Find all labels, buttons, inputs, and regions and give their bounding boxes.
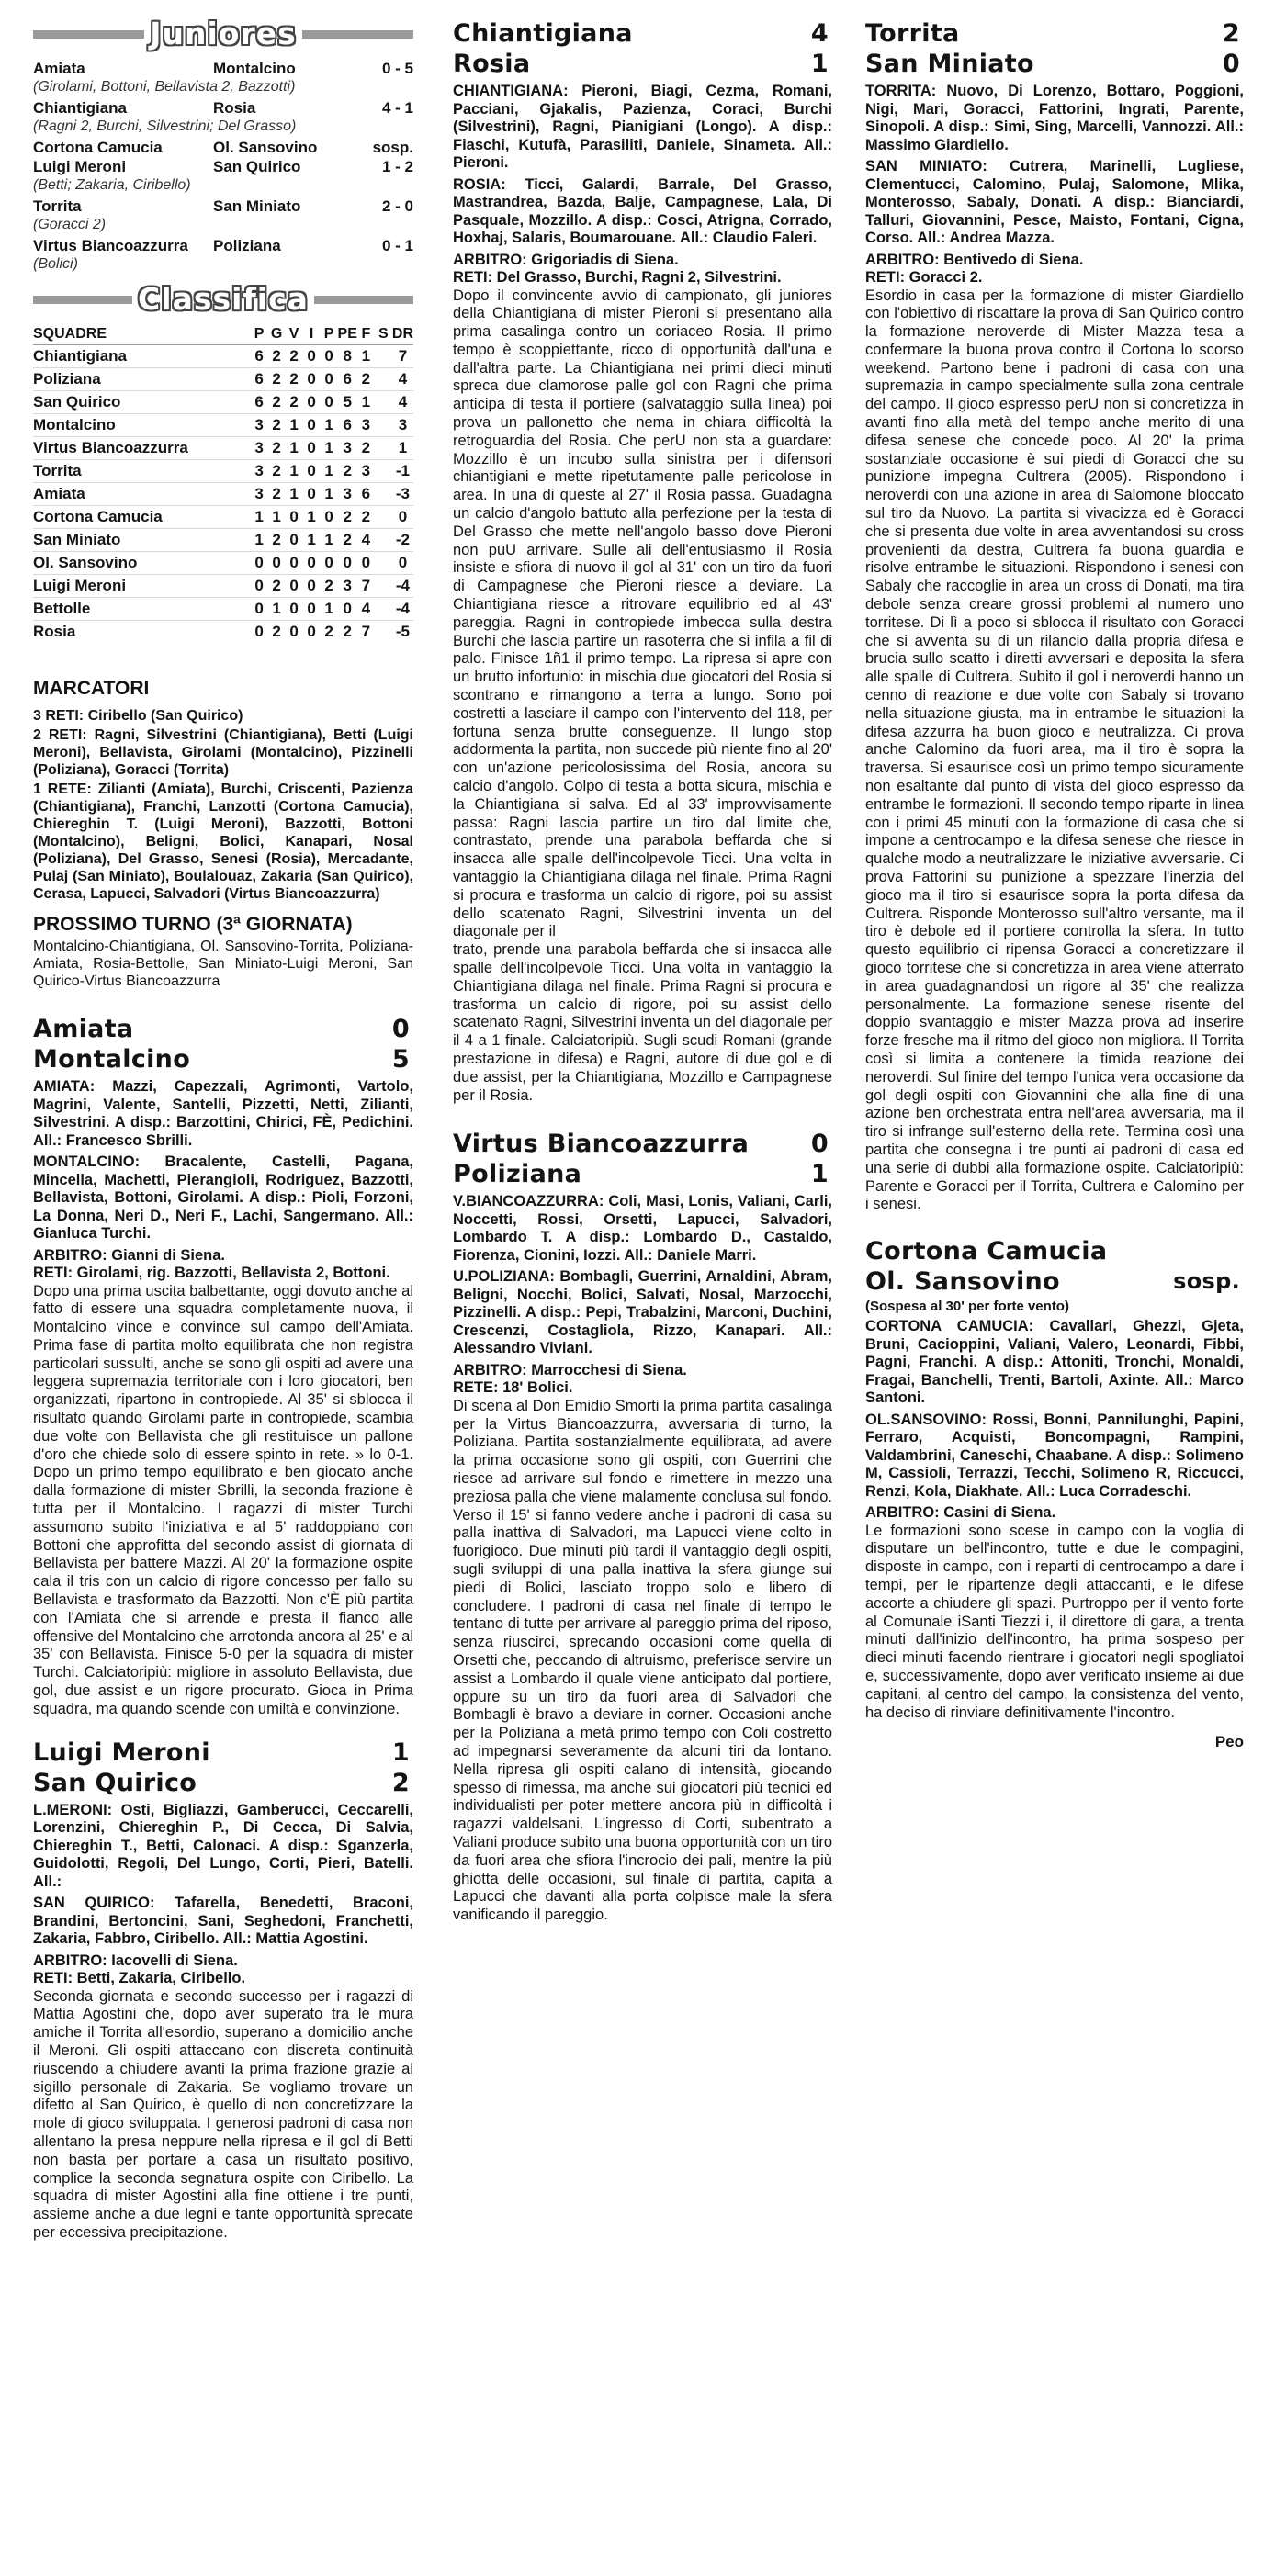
standings-cell-spacer [375,506,392,529]
team-name: Chiantigiana [33,345,251,368]
standings-col-header: S [375,324,392,345]
standings-cell: 3 [357,414,375,437]
article-text: Seconda giornata e secondo successo per i ragazzi di Mattia Agostini che, dopo aver superato tra le mura amiche il Torrita all'esordio, superano a domicilio anche il Meroni. Gli ospiti attaccano con discreta continuità riuscendo a chiudere avanti la prima frazione grazie al sigillo personale di Zakaria. Se vogliamo trovare un difetto al San Quirico, è quello di non concretizzare la mole di gioco sviluppata. I generosi padroni di casa non allentano la presa neppure nella ripresa e il gol di Betti non basta per portare a casa un risultato positivo, complice la seconda segnatura ospite con Ciribello. La squadra di mister Agostini alla fine ottiene i tre punti, assieme anche a due legni e tante opportunità sprecate per eccessiva precipitazione. [33,1987,413,2241]
lineup-away: SAN MINIATO: Cutrera, Marinelli, Lugliese, Clementucci, Calomino, Pulaj, Salomone, Mlika, Monterosso, Sabaly, Donati. A disp.: Bianciardi, Talluri, Giovannini, Pesce, Maisto, Fontani, Cigna, Corso. All.: Andrea Mazza. [865,158,1244,246]
standings-cell: 1 [251,529,268,552]
home-team: Cortona Camucia [33,139,163,156]
standings-col-header: I [303,324,321,345]
away-score: 1 [810,50,829,78]
team-name: Cortona Camucia [33,506,251,529]
standings-row [33,368,413,391]
standings-col-header: F [357,324,375,345]
column-right [865,18,1244,1751]
standings-cell: 4 [357,529,375,552]
score: 0 - 5 [381,60,413,77]
goals: RETI: Girolami, rig. Bazzotti, Bellavista 2, Bottoni. [33,1265,390,1281]
standings-col-header: SQUADRE [33,324,251,345]
standings-cell: 0 [303,391,321,414]
standings-cell: 1 [303,506,321,529]
standings-cell-spacer [375,391,392,414]
home-score: 4 [810,19,829,48]
home-score: 0 [810,1130,829,1159]
standings-cell: 3 [251,460,268,483]
match-cortona-sansovino [865,1236,1244,1751]
away-score: 1 [810,1160,829,1189]
standings-cell-spacer [375,437,392,460]
home-team: Torrita [33,197,82,215]
match-torrita-sanminiato [865,18,1244,1214]
away-team: San Miniato [865,50,1034,78]
goals: RETI: Del Grasso, Burchi, Ragni 2, Silvestrini. [453,269,782,286]
standings-cell: 0 [338,598,357,621]
result-row [33,98,413,118]
standings-cell: 0 [303,483,321,506]
standings-cell: 1 [286,483,303,506]
team-name: San Quirico [33,391,251,414]
standings-cell: 1 [321,529,338,552]
away-team: Poliziana [453,1160,582,1189]
referee: ARBITRO: Gianni di Siena. [33,1246,226,1264]
standings-cell-spacer [375,368,392,391]
standings-cell: 0 [303,460,321,483]
scorers-goals-count: 2 RETI: [33,727,87,743]
standings-cell: 0 [357,552,375,575]
scorers-names: Zilianti (Amiata), Burchi, Criscenti, Pazienza (Chiantigiana), Franchi, Lanzotti (Cortona Camucia), Chiereghin T. (Luigi Meroni), Bazzotti, Bottoni (Montalcino), Beligni, Bolici, Kanapari, Nosal (Poliziana), Del Grasso, Senesi (Rosia), Mercadante, Pulaj (San Miniato), Boulalouaz, Zakaria (San Quirico), Cerasa, Lapucci, Salvadori (Virtus Biancoazzurra) [33,782,414,902]
scorers-line [33,707,413,725]
away-score: 5 [391,1045,410,1074]
match-virtus-poliziana [453,1129,832,1925]
home-team: Cortona Camucia [865,1237,1108,1266]
standings-cell: 0 [251,598,268,621]
standings-cell: 1 [321,598,338,621]
column-left [33,0,413,2243]
standings-cell: 1 [268,506,286,529]
score: 2 - 0 [381,197,413,215]
lineup-home: CHIANTIGIANA: Pieroni, Biagi, Cezma, Romani, Pacciani, Gjakalis, Pazienza, Coraci, Burchi (Silvestrini), Ragni, Pianigiani (Longo). A disp.: Fiaschi, Kutufà, Parasiliti, Daniele, Sinameta. All.: Pieroni. [453,83,832,171]
author-signature: Peo [1214,1733,1244,1751]
scorers-line [33,726,413,779]
standings-cell: 6 [251,345,268,368]
standings-cell: 6 [251,368,268,391]
standings-cell: -5 [392,621,413,644]
standings-cell: 4 [392,368,413,391]
standings-cell: 4 [357,598,375,621]
away-team: Ol. Sansovino [213,139,318,156]
standings-cell: 1 [286,437,303,460]
prossimo-turno-text: Montalcino-Chiantigiana, Ol. Sansovino-Torrita, Poliziana-Amiata, Rosia-Bettolle, San Miniato-Luigi Meroni, San Quirico-Virtus Biancoazzurra [33,939,413,989]
standings-cell: 3 [338,437,357,460]
standings-cell: 0 [303,621,321,644]
match-status: sosp. [1173,1268,1240,1295]
standings-cell: 0 [286,506,303,529]
score: sosp. [372,139,413,156]
team-name: Luigi Meroni [33,575,251,598]
standings-cell: 0 [321,391,338,414]
standings-cell: 3 [251,437,268,460]
standings-cell: 2 [268,414,286,437]
standings-col-header: G [268,324,286,345]
result-scorers: (Goracci 2) [33,217,107,232]
lineup-home: CORTONA CAMUCIA: Cavallari, Ghezzi, Gjeta, Bruni, Cacioppini, Valiani, Valero, Leonardi, Fibbi, Pagni, Franchi. A disp.: Attoniti, Tronchi, Monaldi, Fragai, Banchelli, Trenti, Bartoli, Axinte. All.: Marco Santoni. [865,1318,1244,1407]
standings-cell: 1 [357,345,375,368]
home-team: Luigi Meroni [33,1738,210,1767]
goals: RETE: 18' Bolici. [453,1379,573,1397]
standings-cell-spacer [375,460,392,483]
standings-cell: 0 [321,345,338,368]
standings-row [33,414,413,437]
standings-cell: 0 [321,552,338,575]
standings-cell: -1 [392,460,413,483]
standings-cell: 3 [251,414,268,437]
standings-cell: 2 [338,506,357,529]
marcatori-title: MARCATORI [33,678,150,699]
match-meroni-sanquirico [33,1738,413,2243]
standings-cell-spacer [375,621,392,644]
standings-cell: 0 [392,506,413,529]
article-text: Di scena al Don Emidio Smorti la prima partita casalinga per la Virtus Biancoazzurra, avversaria di turno, la Poliziana. Partita sostanzialmente equilibrata, ad avere la prima occasione sono gli ospiti, con Guerrini che riesce ad arrivare sul fondo e rimettere in mezzo una preziosa palla che viene malamente conclusa sul fondo. Verso il 15' si fanno vedere anche i padroni di casa su palla inattiva di Salvadori, ma Lapucci viene colto in fuorigioco. Due minuti più tardi il vantaggio degli ospiti, sugli sviluppi di una palla inattiva la sfera giunge sui piedi di Bolici, lasciato troppo solo e libero di concludere. I padroni di casa nel finale di tempo le tentano di tutte per arrivare al pareggio prima del riposo, senza riuscirci, sprecando occasioni come quella di Orsetti che, peccando di altruismo, preferisce servire un assist a Lombardo il quale viene anticipato dal portiere, oppure su un tiro da fuori area di Salvadori che Bombagli è bravo a deviare in corner. Occasioni anche per la Poliziana a metà primo tempo con Coli costretto ad impegnarsi severamente da alcuni tiri da lontano. Nella ripresa gli ospiti calano di intensità, giocando spesso di rimessa, ma anche sui giocatori più tecnici ed individualisti per poter mettere ancora più in difficoltà i ragazzi valdelsani. L'ingresso di Corti, subentrato a Valiani produce subito una buona opportunità con un tiro da fuori area che sfiora l'incrocio dei pali, mentre la più ghiotta delle occasioni, sul finale di partita, capita a Lapucci che davanti alla porta colpisce male la sfera vanificando il pareggio. [453,1397,832,1924]
standings-cell: 3 [338,575,357,598]
classifica-header [33,281,413,317]
standings-cell: 2 [357,368,375,391]
result-row [33,59,413,78]
standings-cell: 0 [251,621,268,644]
standings-cell: 2 [286,391,303,414]
standings-cell: 0 [392,552,413,575]
standings-cell: -2 [392,529,413,552]
standings-col-header: P [251,324,268,345]
team-name: Bettolle [33,598,251,621]
standings-cell: 2 [321,621,338,644]
home-team: Virtus Biancoazzurra [33,237,188,254]
standings-cell: 7 [392,345,413,368]
away-score: 2 [391,1768,410,1797]
score: 0 - 1 [381,237,413,254]
home-team: Amiata [33,60,85,77]
standings-cell: 2 [357,506,375,529]
away-team: San Miniato [213,197,301,215]
standings-cell: 0 [251,575,268,598]
standings-row [33,437,413,460]
standings-cell: 2 [286,345,303,368]
standings-cell: 4 [392,391,413,414]
standings-cell: 3 [251,483,268,506]
standings-cell: 2 [268,345,286,368]
standings-cell: 1 [321,460,338,483]
result-scorers: (Girolami, Bottoni, Bellavista 2, Bazzotti) [33,79,296,95]
away-team: Rosia [213,99,256,117]
standings-cell: 0 [338,552,357,575]
referee: ARBITRO: Bentivedo di Siena. [865,251,1084,268]
standings-cell: -3 [392,483,413,506]
team-name: Montalcino [33,414,251,437]
standings-cell: 3 [392,414,413,437]
goals: RETI: Goracci 2. [865,269,983,286]
lineup-home: TORRITA: Nuovo, Di Lorenzo, Bottaro, Poggioni, Nigi, Mari, Goracci, Fattorini, Ingrati, Parente, Sinopoli. A disp.: Simi, Sing, Marcelli, Vannozzi. All.: Massimo Giardiello. [865,83,1244,153]
standings-cell: 2 [286,368,303,391]
home-score: 0 [391,1015,410,1043]
standings-cell-spacer [375,575,392,598]
away-score: 0 [1222,50,1240,78]
standings-row [33,345,413,368]
standings-cell: 0 [303,552,321,575]
standings-cell: 6 [251,391,268,414]
lineup-home: V.BIANCOAZZURRA: Coli, Masi, Lonis, Valiani, Carli, Noccetti, Rossi, Orsetti, Lapucci, Salvadori, Lombardo T. A disp.: Lombardo D., Castaldo, Fiorenza, Cionini, Iozzi. All.: Daniele Marri. [453,1193,832,1264]
referee: ARBITRO: Casini di Siena. [865,1504,1056,1522]
team-name: Torrita [33,460,251,483]
standings-cell: 1 [251,506,268,529]
standings-cell: 0 [321,368,338,391]
standings-cell: 1 [321,483,338,506]
away-team: Ol. Sansovino [865,1267,1060,1297]
standings-cell: 1 [321,414,338,437]
standings-row [33,506,413,529]
lineup-away: OL.SANSOVINO: Rossi, Bonni, Pannilunghi, Papini, Ferraro, Acquisti, Boncompagni, Rampini, Valdambrini, Caneschi, Chaabane. A disp.: Solimeno M, Cassioli, Terrazzi, Tecchi, Solimeno R, Riccucci, Renzi, Kola, Diakhate. All.: Luca Corradeschi. [865,1411,1244,1500]
home-team: Chiantigiana [453,19,633,48]
standings-cell: 2 [321,575,338,598]
standings-cell-spacer [375,552,392,575]
scorers-names: Ragni, Silvestrini (Chiantigiana), Betti (Luigi Meroni), Bellavista, Girolami (Montalcino), Pizzinelli (Poliziana), Goracci (Torrita) [33,727,414,778]
score: 1 - 2 [381,158,413,175]
standings-cell: 1 [268,598,286,621]
standings-cell: 0 [303,345,321,368]
standings-cell: 8 [338,345,357,368]
standings-cell: 3 [338,483,357,506]
standings-cell-spacer [375,345,392,368]
juniores-title: Juniores [144,16,302,51]
standings-cell: 0 [268,552,286,575]
standings-cell: 0 [303,598,321,621]
result-row [33,236,413,255]
standings-cell: 2 [338,529,357,552]
team-name: Virtus Biancoazzurra [33,437,251,460]
standings-row [33,391,413,414]
standings-cell: 0 [286,529,303,552]
match-chiantigiana-rosia [453,18,832,1105]
marcatori-list [33,707,413,903]
standings-cell: 0 [303,437,321,460]
standings-cell-spacer [375,529,392,552]
standings-cell: 2 [268,621,286,644]
scorers-goals-count: 3 RETI: [33,708,85,724]
referee: ARBITRO: Iacovelli di Siena. [33,1952,238,1969]
away-team: San Quirico [213,158,301,175]
standings-cell: 1 [392,437,413,460]
referee: ARBITRO: Marrocchesi di Siena. [453,1361,687,1378]
home-team: Amiata [33,1015,134,1043]
goals: RETI: Betti, Zakaria, Ciribello. [33,1970,246,1987]
standings-cell: 2 [268,460,286,483]
result-scorers: (Ragni 2, Burchi, Silvestrini; Del Grasso) [33,118,297,134]
away-team: Rosia [453,50,531,78]
standings-cell: 5 [338,391,357,414]
standings-cell: 2 [268,575,286,598]
team-name: Poliziana [33,368,251,391]
standings-cell: -4 [392,598,413,621]
standings-cell: 6 [338,414,357,437]
lineup-away: U.POLIZIANA: Bombagli, Guerrini, Arnaldini, Abram, Beligni, Nocchi, Bolici, Salvati, Nosal, Marzocchi, Pizzinelli. A disp.: Pepi, Trabalzini, Marconi, Duchini, Crescenzi, Costagliola, Rizzo, Kanapari. All.: Alessandro Viviani. [453,1268,832,1357]
score: 4 - 1 [381,99,413,117]
standings-cell: 6 [338,368,357,391]
standings-cell: 7 [357,621,375,644]
standings-cell: 0 [251,552,268,575]
team-name: Amiata [33,483,251,506]
standings-cell: 2 [268,368,286,391]
juniores-header [33,18,413,50]
standings-cell-spacer [375,414,392,437]
standings-cell: 2 [357,437,375,460]
results-list [33,59,413,273]
standings-cell: 1 [321,437,338,460]
standings-row [33,552,413,575]
standings-row [33,529,413,552]
standings-cell: 2 [268,483,286,506]
standings-cell-spacer [375,483,392,506]
result-scorers: (Bolici) [33,256,78,272]
standings-cell: 2 [338,621,357,644]
home-score: 2 [1222,19,1240,48]
home-team: Chiantigiana [33,99,128,117]
standings-header-row [33,324,413,345]
standings-cell: 0 [303,414,321,437]
away-team: Montalcino [33,1045,191,1074]
standings-cell: 1 [357,391,375,414]
lineup-away: MONTALCINO: Bracalente, Castelli, Pagana, Mincella, Machetti, Pierangioli, Rodriguez, Bazzotti, Bellavista, Bottoni, Girolami. A disp.: Pioli, Forzoni, La Donna, Neri D., Neri F., Lachi, Sangermano. All.: Gianluca Turchi. [33,1153,413,1242]
home-team: Virtus Biancoazzurra [453,1130,750,1159]
away-team: Montalcino [213,60,296,77]
lineup-home: L.MERONI: Osti, Bigliazzi, Gamberucci, Ceccarelli, Lorenzini, Chiereghin P., Di Cecca, Di Salvia, Chiereghin T., Betti, Calonaci. A disp.: Sganzerla, Guidolotti, Regoli, Del Lungo, Corti, Pieri, Batelli. All.: [33,1801,413,1890]
standings-cell: 2 [268,391,286,414]
standings-cell: 0 [303,575,321,598]
standings-col-header: P [321,324,338,345]
standings-cell: 7 [357,575,375,598]
lineup-away: SAN QUIRICO: Tafarella, Benedetti, Braconi, Brandini, Bertoncini, Sani, Seghedoni, Franchetti, Zakaria, Fabbro, Ciribello. All.: Mattia Agostini. [33,1895,413,1948]
home-team: Torrita [865,19,960,48]
suspension-note: (Sospesa al 30' per forte vento) [865,1299,1069,1315]
result-scorers: (Betti; Zakaria, Ciribello) [33,177,191,193]
scorers-line [33,781,413,903]
away-team: San Quirico [33,1768,197,1797]
result-row [33,157,413,176]
article-text: Dopo il convincente avvio di campionato, gli juniores della Chiantigiana di mister Pieroni si presentano alla prima casalinga contro un coriaceo Rosia. Il primo tempo è scoppiettante, ricco di opportunità dall'una e dall'altra parte. La Chiantigiana nei primi dieci minuti spreca due clamorose palle gol con Ragni che prima anticipa di testa il portiere (salvataggio sulla linea) poi prova un pallonetto che nema in chiara difficoltà la retroguardia del Rosia. Che perU non sta a guardare: Mozzillo è un incubo sulla sinistra per i difensori chiantigiani e mette ripetutamente palle pericolose in area. In una di queste al 27' il Rosia passa. Guadagna un calcio d'angolo battuto alla perfezione per la testa di Del Grasso che mette nell'angolo basso dove Pieroni non puU arrivare. Sulle ali dell'entusiasmo il Rosia insiste e sfiora di nuovo il gol al 31' con un tiro da fuori di Campagnese che Pieroni riesce a deviare. La Chiantigiana riesce a ritrovare equilibrio ed al 43' pareggia. Ragni in contropiede imbecca sulla destra Burchi che lascia partire un rasoterra che si infila a fil di palo. Finisce 1ñ1 il primo tempo. La ripresa si apre con un brutto infortunio: in mischia due giocatori del Rosia si scontrano e rimangono a terra a lungo. Sono poi costretti a lasciare il campo con l'intervento del 118, per fortuna senza brutte conseguenze. Il lungo stop addormenta la partita, non succede più niente fino al 20' con un'azione pericolosissima del Rosia, ancora su calcio d'angolo. Colpo di testa a botta sicura, mischia e la Chiantigiana si salva. Ed al 33' improvvisamente passa: Ragni lascia partire un tiro dal limite che, contrastato, prende una parabola beffarda che si insacca alle spalle dell'incolpevole Ticci. Una volta in vantaggio la Chiantigiana dilaga nel finale. Prima Ragni si procura e trasforma un calcio di rigore, poi su assist dello scatenato Ragni, Silvestrini inventa un del diagonale per il [453,287,832,940]
match-amiata-montalcino [33,1014,413,1719]
standings-cell: 1 [286,460,303,483]
lineup-away: ROSIA: Ticci, Galardi, Barrale, Del Grasso, Mastrandrea, Bazda, Balje, Campagnese, Lala, Di Pasquale, Mozzillo. A disp.: Cosci, Atrigna, Corrado, Hoxhaj, Salaris, Boumarouane. All.: Claudio Faleri. [453,175,832,246]
article-text: Dopo una prima uscita balbettante, oggi dovuto anche al fatto di essere una squadra completamente nuova, il Montalcino vince e convince sul campo dell'Amiata. Prima fase di partita molto equilibrata che non registra particolari sussulti, anche se sono gli ospiti ad avere una leggera supremazia territoriale con i loro giocatori, ben organizzati, ripartono in contropiede. Al 35' si sblocca il risultato quando Girolami parte in contropiede, scambia due volte con Bellavista che gli restituisce un pallone d'oro che chiede solo di essere spinto in rete. » lo 0-1. Dopo un primo tempo equilibrato e ben giocato anche dalla formazione di mister Sbrilli, la seconda frazione è tutta per il Montalcino. I ragazzi di mister Turchi assumono subito l'iniziativa e al 5' raddoppiano con Bottoni che approfitta del secondo assist di giornata di Bellavista per battere Mazzi. Al 20' la formazione ospite cala il tris con un calcio di rigore concesso per fallo su Bellavista e trasformato da Bazzotti. Non c'È più partita con l'Amiata che si arrende e presta il fianco alle offensive del Montalcino che arrotonda ancora al 25' e al 35' con Bellavista. Finisce 5-0 per la squadra di mister Turchi. Calciatoripiù: migliore in assoluto Bellavista, due gol, due assist e un rigore procurato. Gioca in Prima squadra, ma quando scende con umiltà e convinzione. [33,1282,413,1717]
away-team: Poliziana [213,237,281,254]
scorers-names: Ciribello (San Quirico) [87,708,243,724]
standings-cell: -4 [392,575,413,598]
standings-cell: 0 [303,368,321,391]
standings-cell: 2 [268,437,286,460]
standings-col-header: DR [392,324,413,345]
standings-table [33,324,413,643]
standings-row [33,483,413,506]
team-name: Ol. Sansovino [33,552,251,575]
standings-cell: 0 [321,506,338,529]
lineup-home: AMIATA: Mazzi, Capezzali, Agrimonti, Vartolo, Magrini, Valente, Santelli, Pizzetti, Netti, Zilianti, Silvestrini. A disp.: Barzottini, Chirici, FÈ, Pedichini. All.: Francesco Sbrilli. [33,1078,413,1149]
standings-cell: 1 [286,414,303,437]
standings-cell: 2 [338,460,357,483]
home-team: Luigi Meroni [33,158,127,175]
team-name: San Miniato [33,529,251,552]
standings-row [33,598,413,621]
standings-cell: 1 [303,529,321,552]
article-text: Esordio in casa per la formazione di mister Giardiello con l'obiettivo di riscattare la prova di San Quirico contro la formazione neroverde di Mister Mazza tesa a confermare la buona prova contro il Cortona lo scorso weekend. Partono bene i padroni di casa con una supremazia in campo specialmente sulla zona centrale del campo. Il gioco espresso perU non si concretizza in avanti fino alla metà del tempo anche merito di una difesa senese che concede poco. Al 20' la prima sostanziale occasione è sui piedi di Goracci che su punizione impegna Cultrera (2005). Rispondono i neroverdi con una azione in area di Salomone bloccato sul tiro da Nuovo. La partita si vivacizza ed è Goracci che si presenta due volte in area avventandosi su cross provenienti da destra, Cultrera fa buona guardia e risolve entrambe le situazioni. Rispondono i senesi con Sabaly che raccoglie in area un cross di Donati, ma tira debole senza creare grossi problemi al numero uno torritese. Di lì a poco si sblocca il risultato con Goracci che si avventa su di un rilancio dalla propria difesa e brucia sullo scatto i diretti avversari e deposita la sfera alle spalle di Cultrera. Subito il gol i neroverdi hanno un cenno di reazione e due volte con Sabaly si trovano nella situazione giusta, ma in entrambe le situazioni la difesa azzurra ha buon gioco e neutralizza. Ci prova anche Calomino da fuori area, ma il tiro è sopra la traversa. Si esaurisce così un primo tempo sicuramente non esaltante dal punto di vista del gioco espresso da entrambe le formazioni. Il secondo tempo riparte in linea con i primi 45 minuti con la formazione di casa che si impone a centrocampo e la difesa senese che riesce in qualche modo a neutralizzare le iniziative avversarie. Ci prova Fattorini su punizione a spezzare l'inerzia del gioco ma il tiro si esaurisce sopra la porta difesa da Cultrera. Risponde Monterosso sull'altro versante, ma il tiro è debole ed il portiere controlla la sfera. In tutto questo equilibrio ci ripensa Goracci a concretizzare il gioco torritese che si concretizza in area viene atterrato in area guadagnandosi un rigore al 35' che realizza personalmente. La formazione senese risente del doppio svantaggio e mister Mazza prova ad inserire forze fresche ma il ritmo del gioco non migliora. Il Torrita così si limita a contenere la timida reazione dei neroverdi. Sul finire del tempo l'unica vera occasione da gol degli ospiti con Giovannini che alla fine di una azione ben orchestrata entra nell'area avversaria, ma il tiro si infrange sull'esterno della rete. Termina così una partita che consegna i tre punti ai padroni di casa ed una serie di dubbi alla formazione ospite. Calciatoripiù: Parente e Goracci per il Torrita, Cultrera e Calomino per i senesi. [865,287,1244,1213]
article-text: Le formazioni sono scese in campo con la voglia di disputare un bell'incontro, tutte e due le compagini, disposte in campo, con i reparti di centrocampo a dare i tempi, per le ripartenze degli attaccanti, e le difese accorte a chiudere gli spazi. Purtroppo per il vento forte al Comunale iSanti Tiezzi i, il direttore di gara, a trenta minuti dall'inizio dell'incontro, ha prima sospeso per dieci minuti facendo rientrare i giocatori negli spogliatoi e, successivamente, dopo aver verificato insieme ai due capitani, al centro del campo, la consistenza del vento, ha deciso di rinviare definitivamente l'incontro. [865,1522,1244,1721]
standings-cell: 0 [286,621,303,644]
standings-cell: 2 [268,529,286,552]
team-name: Rosia [33,621,251,644]
column-middle [453,18,832,1925]
standings-row [33,460,413,483]
result-row [33,197,413,216]
result-row [33,138,413,157]
standings-cell-spacer [375,598,392,621]
article-text-continued: trato, prende una parabola beffarda che si insacca alle spalle dell'incolpevole Ticci. Una volta in vantaggio la Chiantigiana dilaga nel finale. Prima Ragni si procura e trasforma un calcio di rigore, poi su assist dello scatenato Ragni, Silvestrini inventa un del diagonale per il 4 a 1 finale. Calciatoripiù. Sugli scudi Romani (grande prestazione in difesa) e Ragni, autore di due gol e di due assist, per la Chiantigiana, Mozzillo e Campagnese per il Rosia. [453,941,832,1104]
standings-cell: 0 [286,575,303,598]
prossimo-turno-title: PROSSIMO TURNO (3ª GIORNATA) [33,914,353,935]
standings-cell: 6 [357,483,375,506]
standings-cell: 0 [286,552,303,575]
standings-row [33,575,413,598]
standings-col-header: PE [338,324,357,345]
home-score: 1 [391,1738,410,1767]
referee: ARBITRO: Grigoriadis di Siena. [453,251,679,268]
classifica-title: Classifica [132,281,314,317]
standings-col-header: V [286,324,303,345]
standings-cell: 0 [286,598,303,621]
scorers-goals-count: 1 RETE: [33,782,92,797]
standings-cell: 3 [357,460,375,483]
standings-row [33,621,413,644]
